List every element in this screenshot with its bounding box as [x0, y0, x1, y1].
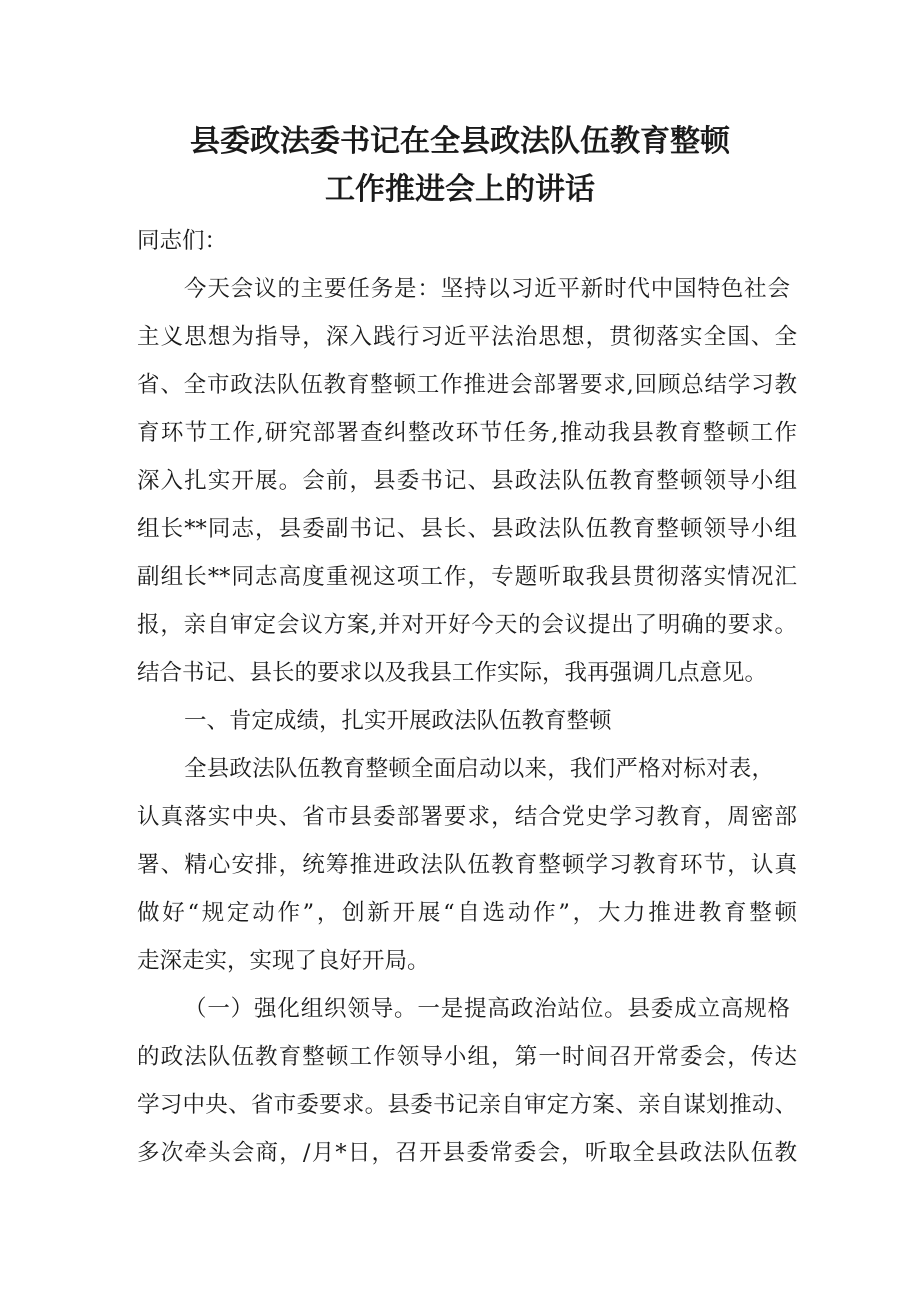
paragraph-line: 署、精心安排，统筹推进政法队伍教育整顿学习教育环节，认真	[137, 852, 797, 878]
paragraph-line: 全县政法队伍教育整顿全面启动以来，我们严格对标对表，	[184, 756, 774, 782]
paragraph-line: 做好“规定动作”，创新开展“自选动作”，大力推进教育整顿	[137, 900, 797, 926]
paragraph-line: 今天会议的主要任务是：坚持以习近平新时代中国特色社会	[184, 276, 790, 302]
paragraph-line: 副组长**同志高度重视这项工作，专题听取我县贯彻落实情况汇	[137, 564, 797, 590]
paragraph-line: 省、全市政法队伍教育整顿工作推进会部署要求,回顾总结学习教	[137, 372, 797, 398]
salutation: 同志们：	[137, 228, 228, 254]
paragraph-line: 结合书记、县长的要求以及我县工作实际，我再强调几点意见。	[137, 660, 768, 686]
document-title-line-1: 县委政法委书记在全县政法队伍教育整顿	[190, 124, 730, 159]
paragraph-line: 多次牵头会商，/月*日，召开县委常委会，听取全县政法队伍教	[137, 1140, 797, 1166]
paragraph-line: 深入扎实开展。会前，县委书记、县政法队伍教育整顿领导小组	[137, 468, 797, 494]
paragraph-line: 认真落实中央、省市县委部署要求，结合党史学习教育，周密部	[137, 804, 797, 830]
paragraph-line: 主义思想为指导，深入践行习近平法治思想，贯彻落实全国、全	[137, 324, 797, 350]
paragraph-line: 育环节工作,研究部署查纠整改环节任务,推动我县教育整顿工作	[137, 420, 797, 446]
paragraph-line: 报，亲自审定会议方案,并对开好今天的会议提出了明确的要求。	[137, 612, 797, 638]
document-title-line-2: 工作推进会上的讲话	[325, 172, 595, 207]
paragraph-line: 组长**同志，县委副书记、县长、县政法队伍教育整顿领导小组	[137, 516, 797, 542]
subsection-line: （一）强化组织领导。一是提高政治站位。县委成立高规格	[184, 996, 790, 1022]
paragraph-line: 的政法队伍教育整顿工作领导小组，第一时间召开常委会，传达	[137, 1044, 797, 1070]
paragraph-line: 学习中央、省市委要求。县委书记亲自审定方案、亲自谋划推动、	[137, 1092, 797, 1118]
section-heading: 一、肯定成绩，扎实开展政法队伍教育整顿	[184, 708, 612, 734]
paragraph-line: 走深走实，实现了良好开局。	[137, 948, 430, 974]
